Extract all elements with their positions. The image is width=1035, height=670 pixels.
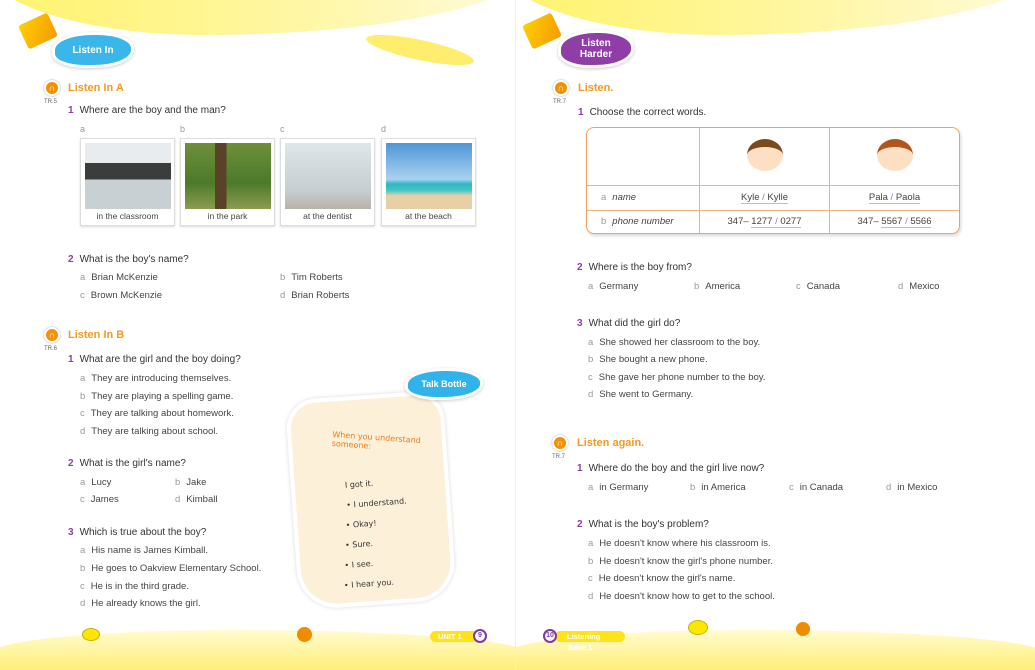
option[interactable]: c They are talking about homework. bbox=[80, 408, 234, 419]
juice-cup-icon bbox=[522, 12, 562, 49]
track-label: TR.7 bbox=[553, 99, 567, 105]
section-title: Listen again. bbox=[577, 437, 645, 449]
question: 2 What is the girl's name? bbox=[68, 458, 186, 469]
headphones-icon: ∩ bbox=[44, 327, 60, 343]
option[interactable]: d Brian Roberts bbox=[280, 290, 350, 301]
option-letter: d bbox=[381, 124, 387, 134]
section-title: Listen In B bbox=[68, 329, 125, 341]
question: 2 What is the boy's problem? bbox=[577, 519, 709, 530]
option[interactable]: b in America bbox=[690, 482, 746, 493]
choice-cell[interactable]: 347– 1277 / 0277 bbox=[700, 211, 830, 233]
orange-icon bbox=[796, 622, 810, 636]
option[interactable]: d He already knows the girl. bbox=[80, 598, 201, 609]
classroom-image bbox=[85, 143, 171, 209]
park-image bbox=[185, 143, 271, 209]
question: 3 Which is true about the boy? bbox=[68, 527, 207, 538]
option[interactable]: a He doesn't know where his classroom is. bbox=[588, 538, 771, 549]
unit-label: UNIT 1 bbox=[430, 631, 478, 642]
option[interactable]: c James bbox=[80, 494, 119, 505]
picture-card-classroom[interactable]: in the classroom bbox=[80, 138, 175, 226]
question: 2 What is the boy's name? bbox=[68, 254, 189, 265]
listen-harder-badge: Listen Harder bbox=[558, 30, 634, 68]
question: 3 What did the girl do? bbox=[577, 318, 681, 329]
book-title-label: Listening Juice 1 bbox=[555, 631, 625, 642]
row-label: b phone number bbox=[587, 211, 700, 233]
option[interactable]: b America bbox=[694, 281, 741, 292]
option[interactable]: c She gave her phone number to the boy. bbox=[588, 372, 766, 383]
choice-cell[interactable]: 347– 5567 / 5566 bbox=[857, 216, 932, 228]
section-title: Listen In A bbox=[68, 82, 124, 94]
question: 2 Where is the boy from? bbox=[577, 262, 692, 273]
orange-icon bbox=[297, 627, 312, 642]
talk-bottle: When you understand someone: I got it. • I understand. • Okay! • Sure. • I see. • I hear you. bbox=[285, 390, 457, 611]
picture-card-dentist[interactable]: at the dentist bbox=[280, 138, 375, 226]
track-label: TR.5 bbox=[44, 99, 58, 105]
option[interactable]: d She went to Germany. bbox=[588, 389, 694, 400]
page-number: 10 bbox=[543, 629, 557, 643]
headphones-icon: ∩ bbox=[553, 80, 569, 96]
option[interactable]: a Germany bbox=[588, 281, 639, 292]
answer-table bbox=[586, 127, 960, 234]
question: 1 Where are the boy and the man? bbox=[68, 105, 226, 116]
option-letter: b bbox=[180, 124, 186, 134]
dentist-image bbox=[285, 143, 371, 209]
option[interactable]: a Brian McKenzie bbox=[80, 272, 158, 283]
lemon-icon bbox=[82, 628, 100, 641]
option[interactable]: a His name is James Kimball. bbox=[80, 545, 208, 556]
row-label: a name bbox=[587, 186, 700, 211]
talk-bottle-badge: Talk Bottle bbox=[405, 368, 483, 400]
page-number: 9 bbox=[473, 629, 487, 643]
listen-in-badge: Listen In bbox=[52, 32, 134, 68]
choice-cell[interactable]: Pala / Paola bbox=[830, 186, 959, 211]
option[interactable]: a She showed her classroom to the boy. bbox=[588, 337, 761, 348]
headphones-icon: ∩ bbox=[552, 435, 568, 451]
option[interactable]: c in Canada bbox=[789, 482, 844, 493]
boy-face-icon bbox=[747, 139, 783, 171]
question: 1 Choose the correct words. bbox=[578, 107, 707, 118]
option[interactable]: a They are introducing themselves. bbox=[80, 373, 232, 384]
right-page bbox=[515, 0, 1035, 670]
section-title: Listen. bbox=[578, 82, 614, 94]
juice-splash-icon bbox=[364, 29, 476, 71]
option[interactable]: b Jake bbox=[175, 477, 207, 488]
option[interactable]: c He is in the third grade. bbox=[80, 581, 189, 592]
option[interactable]: d Kimball bbox=[175, 494, 218, 505]
headphones-icon: ∩ bbox=[44, 80, 60, 96]
beach-image bbox=[386, 143, 472, 209]
option[interactable]: b He doesn't know the girl's phone number. bbox=[588, 556, 773, 567]
option[interactable]: d He doesn't know how to get to the school. bbox=[588, 591, 775, 602]
option[interactable]: c Canada bbox=[796, 281, 841, 292]
option[interactable]: b He goes to Oakview Elementary School. bbox=[80, 563, 262, 574]
option-letter: c bbox=[280, 124, 285, 134]
option[interactable]: b They are playing a spelling game. bbox=[80, 391, 234, 402]
option[interactable]: d They are talking about school. bbox=[80, 426, 219, 437]
option[interactable]: a in Germany bbox=[588, 482, 649, 493]
option[interactable]: d in Mexico bbox=[886, 482, 938, 493]
option[interactable]: b She bought a new phone. bbox=[588, 354, 708, 365]
option[interactable]: c He doesn't know the girl's name. bbox=[588, 573, 736, 584]
option[interactable]: c Brown McKenzie bbox=[80, 290, 163, 301]
header-band bbox=[0, 0, 515, 35]
track-label: TR.7 bbox=[552, 454, 566, 460]
option[interactable]: a Lucy bbox=[80, 477, 112, 488]
lemon-icon bbox=[688, 620, 708, 635]
girl-face-icon bbox=[877, 139, 913, 171]
track-label: TR.6 bbox=[44, 346, 58, 352]
choice-cell[interactable]: Kyle / Kylle bbox=[700, 186, 830, 211]
option[interactable]: b Tim Roberts bbox=[280, 272, 343, 283]
option-letter: a bbox=[80, 124, 86, 134]
question: 1 What are the girl and the boy doing? bbox=[68, 354, 241, 365]
picture-card-beach[interactable]: at the beach bbox=[381, 138, 476, 226]
option[interactable]: d Mexico bbox=[898, 281, 940, 292]
question: 1 Where do the boy and the girl live now? bbox=[577, 463, 765, 474]
juice-cup-icon bbox=[18, 12, 58, 49]
left-page bbox=[0, 0, 515, 670]
picture-card-park[interactable]: in the park bbox=[180, 138, 275, 226]
